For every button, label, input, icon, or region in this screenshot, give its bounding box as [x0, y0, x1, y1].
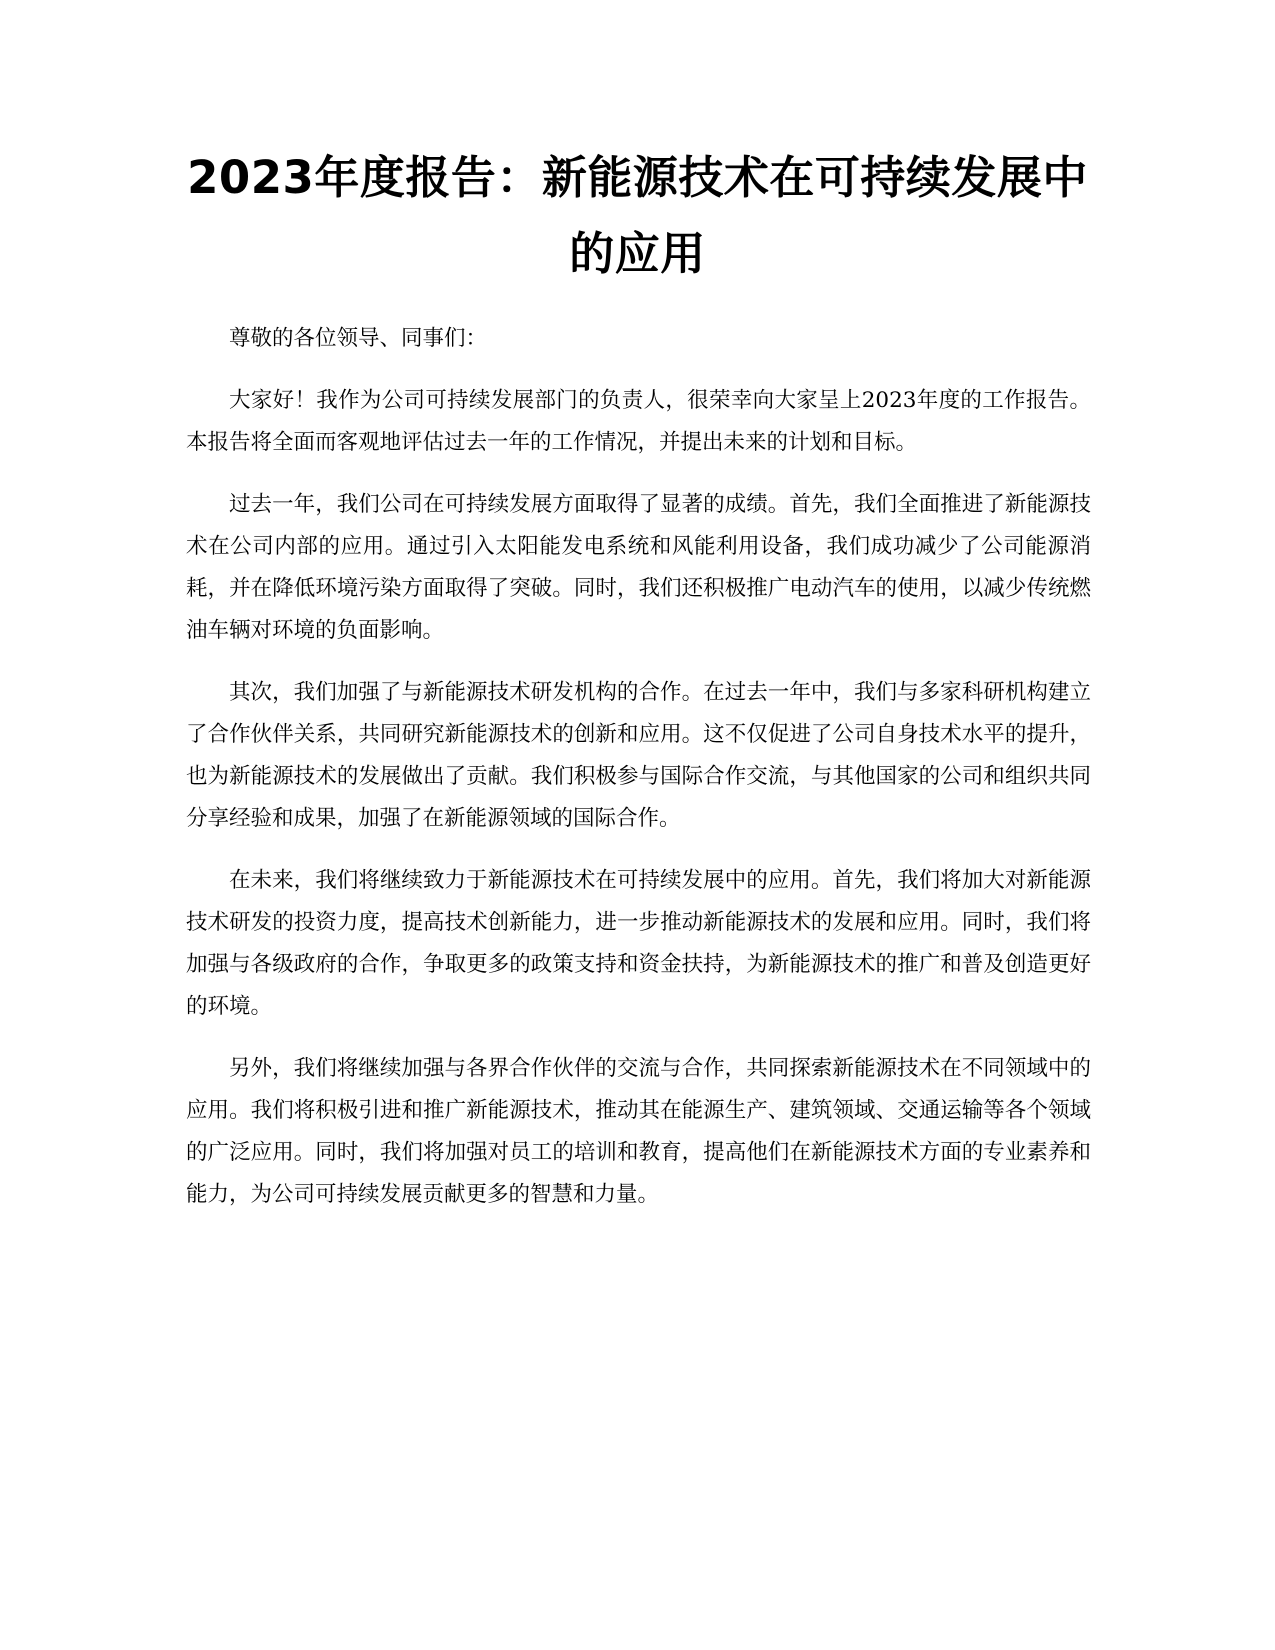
body-paragraph: 其次，我们加强了与新能源技术研发机构的合作。在过去一年中，我们与多家科研机构建立了合作伙伴关系，共同研究新能源技术的创新和应用。这不仅促进了公司自身技术水平的提升，也为新能源技术的发展做出了贡献。我们积极参与国际合作交流，与其他国家的公司和组织共同分享经验和成果，加强了在新能源领域的国际合作。	[186, 680, 1091, 831]
salutation-paragraph: 尊敬的各位领导、同事们：	[229, 326, 488, 351]
body-paragraph: 大家好！我作为公司可持续发展部门的负责人，很荣幸向大家呈上2023年度的工作报告。本报告将全面而客观地评估过去一年的工作情况，并提出未来的计划和目标。	[186, 388, 1091, 455]
body-paragraph: 另外，我们将继续加强与各界合作伙伴的交流与合作，共同探索新能源技术在不同领域中的应用。我们将积极引进和推广新能源技术，推动其在能源生产、建筑领域、交通运输等各个领域的广泛应用。同时，我们将加强对员工的培训和教育，提高他们在新能源技术方面的专业素养和能力，为公司可持续发展贡献更多的智慧和力量。	[186, 1056, 1091, 1207]
document-body	[186, 318, 1091, 1236]
document-title: 2023年度报告：新能源技术在可持续发展中的应用	[187, 151, 1088, 280]
body-paragraph: 过去一年，我们公司在可持续发展方面取得了显著的成绩。首先，我们全面推进了新能源技术在公司内部的应用。通过引入太阳能发电系统和风能利用设备，我们成功减少了公司能源消耗，并在降低环境污染方面取得了突破。同时，我们还积极推广电动汽车的使用，以减少传统燃油车辆对环境的负面影响。	[186, 492, 1091, 643]
body-paragraph: 在未来，我们将继续致力于新能源技术在可持续发展中的应用。首先，我们将加大对新能源技术研发的投资力度，提高技术创新能力，进一步推动新能源技术的发展和应用。同时，我们将加强与各级政府的合作，争取更多的政策支持和资金扶持，为新能源技术的推广和普及创造更好的环境。	[186, 868, 1091, 1019]
